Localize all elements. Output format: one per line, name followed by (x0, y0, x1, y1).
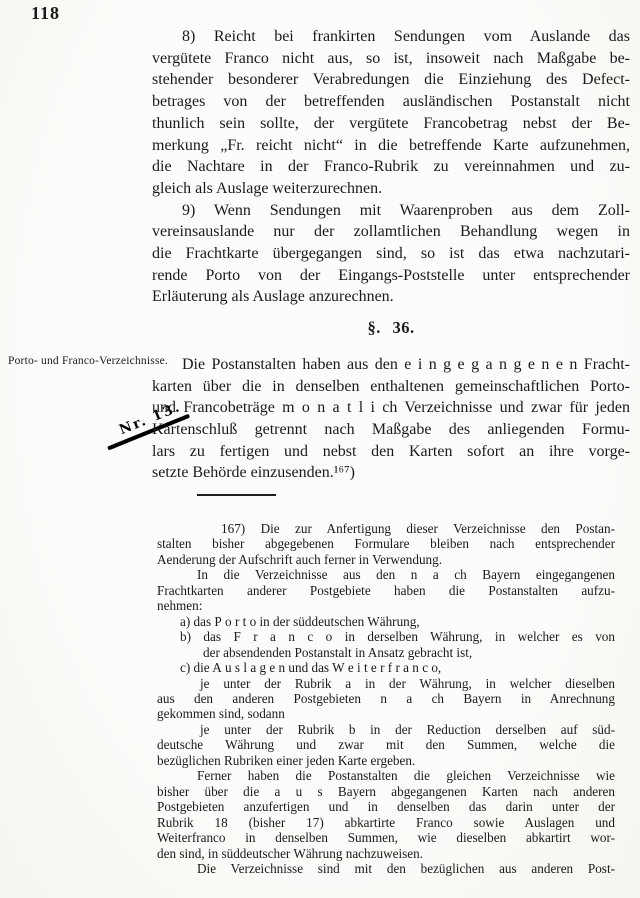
section-heading: §. 36. (367, 318, 415, 338)
text-line: je unter der Rubrik a in der Währung, in welcher dieselben (200, 675, 615, 691)
footnote-separator (197, 494, 276, 496)
text-line: Die Postanstalten haben aus den e i n g e g a n g e n e n Fracht- (182, 355, 630, 373)
text-line: den sind, in süddeutscher Währung nachzuweisen. (157, 845, 423, 861)
text-line: stehender besonderer Verabredungen die Einziehung des Defect- (152, 71, 630, 89)
footnote-column (157, 521, 615, 876)
text-line: nehmen: (157, 598, 203, 614)
text-line: Weiterfranco in denselben Summen, wie dieselben abkartirt wor- (157, 830, 615, 846)
paragraph-9 (152, 200, 630, 309)
text-line: deutsche Währung und zwar mit den Summen, welche die (157, 737, 615, 753)
text-line: karten über die in denselben enthaltenen gemeinschaftlichen Porto- (152, 377, 630, 395)
text-line: 9) Wenn Sendungen mit Waarenproben aus dem Zoll- (182, 201, 630, 219)
paragraph-8 (152, 26, 630, 200)
text-line: b) das F r a n c o in derselben Währung, in welcher es von (180, 629, 615, 645)
text-line: gleich als Auslage weiterzurechnen. (152, 179, 383, 197)
page-number: 118 (31, 3, 61, 23)
text-line: lars zu fertigen und nebst den Karten sofort an ihre vorge- (152, 442, 630, 460)
text-line: Erläuterung als Auslage anzurechnen. (152, 288, 394, 306)
text-line: c) die A u s l a g e n und das W e i t e r f r a n c o, (180, 660, 442, 676)
text-line: vergütete Franco nicht aus, so ist, insoweit nach Maßgabe be- (152, 49, 630, 67)
margin-note: Porto- und Franco-Verzeichnisse. (8, 355, 169, 367)
text-line: merkung „Fr. reicht nicht“ in die betreffende Karte aufzunehmen, (152, 136, 630, 154)
handwritten-note-text: Nr. 13. (117, 398, 184, 439)
text-line: Frachtkarten anderer Postgebiete haben die Postanstalten aufzu- (157, 582, 615, 598)
text-line: setzte Behörde einzusenden.¹⁶⁷) (152, 464, 355, 482)
text-line: Kartenschluß getrennt nach Maßgabe des anliegenden Formu- (152, 420, 630, 438)
text-line: und Francobeträge m o n a t l i ch Verzeichnisse und zwar für jeden (152, 399, 630, 417)
main-text-column (152, 26, 630, 484)
text-line: bezüglichen Rubriken einer jeden Karte ergeben. (157, 752, 416, 768)
text-line: je unter der Rubrik b in der Reduction derselben auf süd- (200, 721, 615, 737)
text-line: Die Verzeichnisse sind mit den bezüglichen aus anderen Post- (197, 860, 615, 876)
text-line: stalten bisher abgegebenen Formulare bleiben nach entsprechender (157, 536, 615, 552)
text-line: bisher über die a u s Bayern abgegangenen Karten nach anderen (157, 783, 615, 799)
paragraph-36 (152, 354, 630, 484)
text-line: a) das P o r t o in der süddeutschen Währung, (180, 613, 420, 629)
text-line: Ferner haben die Postanstalten die gleichen Verzeichnisse wie (197, 768, 615, 784)
text-line: rende Porto von der Eingangs-Poststelle unter entsprechender (152, 266, 630, 284)
text-line: 8) Reicht bei frankirten Sendungen vom Auslande das (182, 28, 630, 45)
text-line: die Frachtkarte übergegangen sind, so ist das etwa nachzutari- (152, 245, 630, 263)
text-line: thunlich sein sollte, der vergütete Francobetrag nebst der Be- (152, 114, 630, 132)
footnote-167 (157, 521, 615, 876)
text-line: Rubrik 18 (bisher 17) abkartirte Franco sowie Auslagen und (157, 814, 615, 830)
text-line: aus den anderen Postgebieten n a ch Bayern in Anrechnung (157, 690, 615, 706)
text-line: der absendenden Postanstalt in Ansatz gebracht ist, (203, 644, 473, 660)
text-line: betrages von der betreffenden ausländischen Postanstalt nicht (152, 93, 630, 111)
text-line: die Nachtare in der Franco-Rubrik zu vereinnahmen und zu- (152, 158, 630, 176)
text-line: vereinsauslande nur der zollamtlichen Behandlung wegen in (152, 223, 630, 241)
text-line: 167) Die zur Anfertigung dieser Verzeichnisse den Postan- (221, 521, 615, 536)
text-line: gekommen sind, sodann (157, 706, 285, 722)
text-line: Aenderung der Aufschrift auch ferner in Verwendung. (157, 551, 443, 567)
text-line: Postgebieten anzufertigen und in denselben das darin unter der (157, 799, 615, 815)
text-line: In die Verzeichnisse aus den n a ch Bayern eingegangenen (197, 567, 615, 583)
